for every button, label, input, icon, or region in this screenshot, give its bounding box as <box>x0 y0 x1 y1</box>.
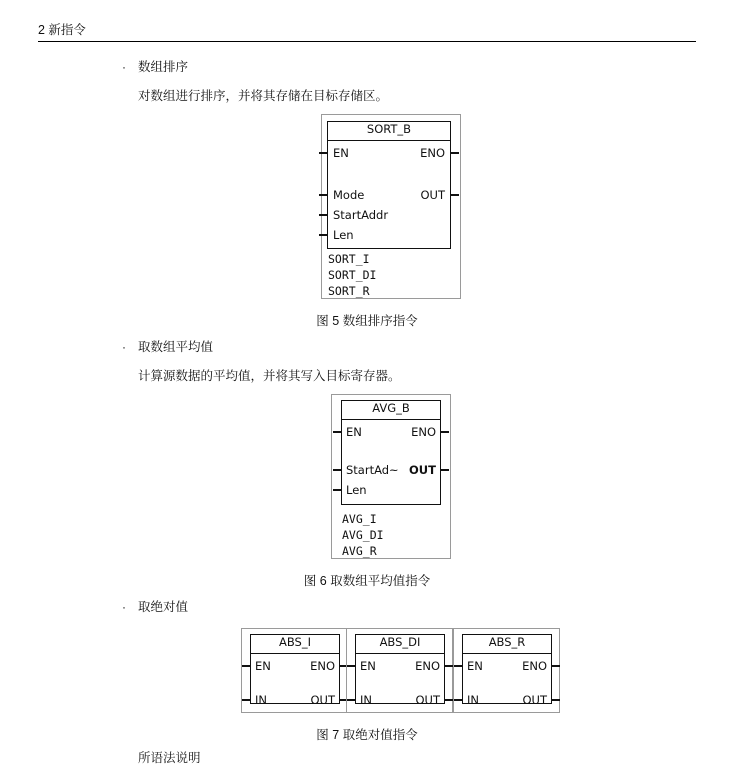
pin-label-en: EN <box>255 659 271 673</box>
pin-label-out: OUT <box>415 693 440 707</box>
figure-7-frame-abs-r <box>453 628 560 713</box>
section-1-title: 数组排序 <box>138 60 189 74</box>
header-divider <box>38 41 696 42</box>
pin-label-eno: ENO <box>420 146 445 160</box>
pin-stub-en <box>333 431 342 433</box>
pin-label-eno: ENO <box>415 659 440 673</box>
function-block-sort-b-title: SORT_B <box>366 122 412 136</box>
pin-label-eno: ENO <box>411 425 436 439</box>
section-1-bullet-row <box>122 60 188 75</box>
section-2-bullet-row <box>122 340 213 355</box>
pin-label-len: Len <box>333 228 354 242</box>
pin-label-eno: ENO <box>310 659 335 673</box>
bullet-icon: · <box>122 340 126 354</box>
section-2-title: 取数组平均值 <box>138 340 214 354</box>
section-3-title: 取绝对值 <box>138 600 189 614</box>
pin-stub-eno <box>444 665 453 667</box>
pin-label-out: OUT <box>310 693 335 707</box>
function-block-abs-r-title: ABS_R <box>488 635 526 649</box>
function-block-avg-b-title-divider <box>342 419 440 420</box>
bullet-icon: · <box>122 60 126 74</box>
figure-5-frame <box>321 114 461 299</box>
variant-avg-r: AVG_R <box>342 544 377 558</box>
variant-avg-di: AVG_DI <box>342 528 384 542</box>
pin-stub-startad <box>333 469 342 471</box>
pin-stub-out <box>450 194 459 196</box>
section-2-description: 计算源数据的平均值，并将其写入目标寄存器。 <box>138 369 401 383</box>
pin-stub-eno <box>440 431 449 433</box>
section-1-description: 对数组进行排序，并将其存储在目标存储区。 <box>138 89 389 103</box>
pin-stub-en <box>319 152 328 154</box>
pin-stub-en <box>347 665 356 667</box>
pin-stub-en <box>454 665 463 667</box>
function-block-abs-r-title-divider <box>463 653 551 654</box>
pin-label-len: Len <box>346 483 367 497</box>
figure-5-caption: 图 5 数组排序指令 <box>316 314 418 328</box>
pin-label-out: OUT <box>409 463 436 477</box>
pin-label-eno: ENO <box>522 659 547 673</box>
pin-stub-out <box>444 699 453 701</box>
figure-7-caption: 图 7 取绝对值指令 <box>316 728 418 742</box>
pin-label-out: OUT <box>420 188 445 202</box>
function-block-abs-i-title: ABS_I <box>279 635 311 649</box>
figure-6-frame <box>331 394 451 559</box>
pin-label-in: IN <box>360 693 372 707</box>
figure-6-caption: 图 6 取数组平均值指令 <box>303 574 431 588</box>
pin-label-startaddr: StartAddr <box>333 208 389 222</box>
pin-stub-en <box>242 665 251 667</box>
pin-label-en: EN <box>467 659 483 673</box>
pin-stub-in <box>347 699 356 701</box>
pin-stub-out <box>440 469 449 471</box>
pin-stub-len <box>319 234 328 236</box>
pin-stub-len <box>333 489 342 491</box>
variant-sort-r: SORT_R <box>328 284 370 298</box>
page-bottom-partial-text: 所语法说明 <box>138 751 201 765</box>
function-block-sort-b-title-divider <box>328 140 450 141</box>
section-3-bullet-row <box>122 600 188 615</box>
function-block-abs-di-title-divider <box>356 653 444 654</box>
function-block-abs-di-title: ABS_DI <box>379 635 421 649</box>
variant-avg-i: AVG_I <box>342 512 377 526</box>
bullet-icon: · <box>122 600 126 614</box>
function-block-avg-b-title: AVG_B <box>372 401 410 415</box>
pin-label-en: EN <box>333 146 349 160</box>
pin-stub-eno <box>450 152 459 154</box>
pin-stub-in <box>454 699 463 701</box>
pin-label-mode: Mode <box>333 188 365 202</box>
figure-7-frame-abs-i <box>241 628 348 713</box>
figure-7-frame-abs-di <box>346 628 453 713</box>
pin-label-en: EN <box>360 659 376 673</box>
pin-label-startad: StartAd~ <box>346 463 399 477</box>
variant-sort-i: SORT_I <box>328 252 370 266</box>
pin-stub-eno <box>551 665 560 667</box>
pin-label-out: OUT <box>522 693 547 707</box>
function-block-abs-i-title-divider <box>251 653 339 654</box>
pin-stub-out <box>551 699 560 701</box>
pin-stub-mode <box>319 194 328 196</box>
pin-label-in: IN <box>255 693 267 707</box>
pin-stub-in <box>242 699 251 701</box>
pin-label-in: IN <box>467 693 479 707</box>
pin-stub-startaddr <box>319 214 328 216</box>
pin-label-en: EN <box>346 425 362 439</box>
variant-sort-di: SORT_DI <box>328 268 377 282</box>
page-header: 2 新指令 <box>38 23 86 37</box>
